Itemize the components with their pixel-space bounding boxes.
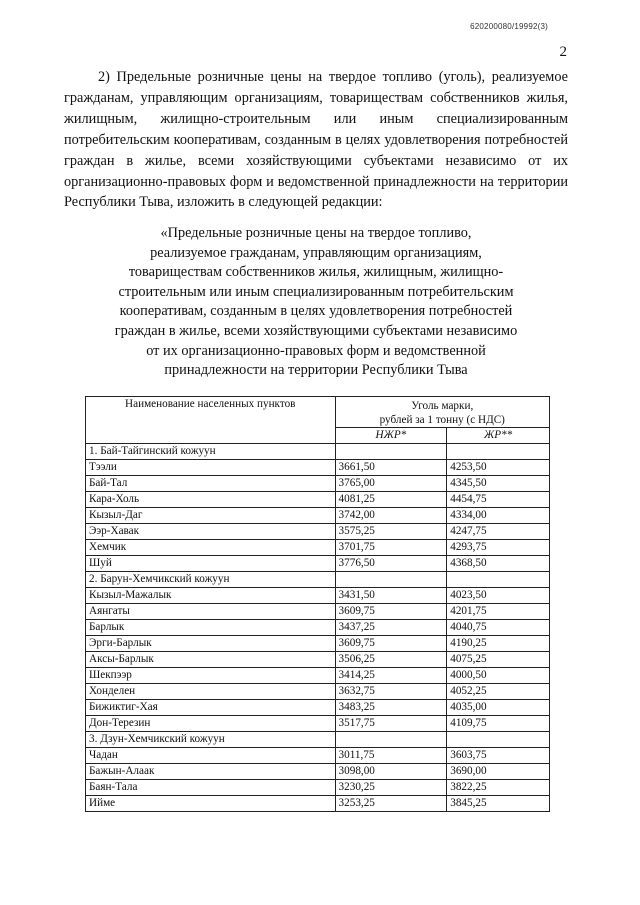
price-jr: 3690,00 [447,764,550,780]
empty-cell [447,444,550,460]
settlement-name: Кара-Холь [86,492,336,508]
price-njr: 3011,75 [335,748,447,764]
price-njr: 3575,25 [335,524,447,540]
price-njr: 3765,00 [335,476,447,492]
district-name: 1. Бай-Тайгинский кожуун [86,444,336,460]
document-id: 620200080/19992(3) [470,22,548,31]
district-row [86,732,550,748]
price-njr: 3230,25 [335,780,447,796]
price-jr: 3603,75 [447,748,550,764]
price-jr: 4052,25 [447,684,550,700]
header-coal-grade-line2: рублей за 1 тонну (с НДС) [379,414,505,426]
district-name: 2. Барун-Хемчикский кожуун [86,572,336,588]
price-jr: 3822,25 [447,780,550,796]
table-row [86,492,550,508]
table-row [86,540,550,556]
header-jr: ЖР** [447,428,550,444]
amendment-paragraph: 2) Предельные розничные цены на твердое топливо (уголь), реализуемое гражданам, управляющим организациям, товариществам собственников жилья, жилищным, жилищно-строительным или иным специализированным потребительским кооперативам, созданным в целях удовлетворения потребностей граждан в жилье, всеми хозяйствующими субъектами независимо от их организационно-правовых форм и ведомственной принадлежности на территории Республики Тыва, изложить в следующей редакции: [64,69,568,211]
price-njr: 3661,50 [335,460,447,476]
settlement-name: Бажын-Алаак [86,764,336,780]
price-njr: 3253,25 [335,796,447,812]
price-jr: 4023,50 [447,588,550,604]
price-njr: 3701,75 [335,540,447,556]
quote-line: граждан в жилье, всеми хозяйствующими субъектами независимо [114,322,518,339]
quote-line: от их организационно-правовых форм и ведомственной [146,342,486,359]
quoted-title [64,224,568,381]
settlement-name: Эрги-Барлык [86,636,336,652]
price-njr: 3506,25 [335,652,447,668]
quote-line: строительным или иным специализированным потребительским [118,283,514,300]
price-jr: 4345,50 [447,476,550,492]
district-row [86,572,550,588]
settlement-name: Тээли [86,460,336,476]
empty-cell [335,732,447,748]
price-njr: 4081,25 [335,492,447,508]
quote-line: «Предельные розничные цены на твердое топливо, [160,225,472,241]
settlement-name: Хемчик [86,540,336,556]
price-njr: 3483,25 [335,700,447,716]
settlement-name: Хонделен [86,684,336,700]
settlement-name: Чадан [86,748,336,764]
table-row [86,748,550,764]
price-njr: 3742,00 [335,508,447,524]
table-row [86,684,550,700]
table-row [86,476,550,492]
table-row [86,700,550,716]
district-row [86,444,550,460]
price-jr: 4109,75 [447,716,550,732]
quote-line: принадлежности на территории Республики Тыва [164,362,468,379]
price-jr: 4247,75 [447,524,550,540]
table-row [86,716,550,732]
table-row [86,780,550,796]
quote-line: товариществам собственников жилья, жилищным, жилищно- [128,264,504,281]
settlement-name: Баян-Тала [86,780,336,796]
price-jr: 4040,75 [447,620,550,636]
settlement-name: Кызыл-Мажалык [86,588,336,604]
quote-line: кооперативам, созданным в целях удовлетворения потребностей [119,303,513,320]
header-coal-grade-line1: Уголь марки, [411,400,474,412]
price-jr: 4190,25 [447,636,550,652]
settlement-name: Бижиктиг-Хая [86,700,336,716]
table-row [86,636,550,652]
header-njr: НЖР* [335,428,447,444]
price-njr: 3632,75 [335,684,447,700]
table-row [86,460,550,476]
settlement-name: Ийме [86,796,336,812]
price-jr: 4334,00 [447,508,550,524]
empty-cell [335,572,447,588]
table-row [86,764,550,780]
price-njr: 3414,25 [335,668,447,684]
table-row [86,620,550,636]
price-njr: 3517,75 [335,716,447,732]
price-njr: 3609,75 [335,636,447,652]
price-jr: 4201,75 [447,604,550,620]
price-jr: 4000,50 [447,668,550,684]
table-row [86,588,550,604]
price-jr: 4253,50 [447,460,550,476]
header-coal-grade [335,397,549,428]
price-njr: 3776,50 [335,556,447,572]
settlement-name: Ээр-Хавак [86,524,336,540]
header-settlement-name: Наименование населенных пунктов [86,397,336,444]
table-row [86,508,550,524]
settlement-name: Аксы-Барлык [86,652,336,668]
price-jr: 4454,75 [447,492,550,508]
settlement-name: Шекпээр [86,668,336,684]
settlement-name: Бай-Тал [86,476,336,492]
table-row [86,668,550,684]
table-row [86,652,550,668]
empty-cell [447,732,550,748]
settlement-name: Кызыл-Даг [86,508,336,524]
settlement-name: Барлык [86,620,336,636]
price-jr: 4368,50 [447,556,550,572]
empty-cell [447,572,550,588]
table-row [86,524,550,540]
settlement-name: Аянгаты [86,604,336,620]
price-jr: 4293,75 [447,540,550,556]
district-name: 3. Дзун-Хемчикский кожуун [86,732,336,748]
quote-line: реализуемое гражданам, управляющим организациям, [150,244,482,261]
price-njr: 3098,00 [335,764,447,780]
settlement-name: Шуй [86,556,336,572]
price-jr: 4035,00 [447,700,550,716]
price-njr: 3431,50 [335,588,447,604]
price-njr: 3437,25 [335,620,447,636]
table-row [86,556,550,572]
page-number: 2 [559,44,567,60]
empty-cell [335,444,447,460]
table-row [86,604,550,620]
price-njr: 3609,75 [335,604,447,620]
settlement-name: Дон-Терезин [86,716,336,732]
price-jr: 3845,25 [447,796,550,812]
price-jr: 4075,25 [447,652,550,668]
table-row [86,796,550,812]
price-table [85,396,550,812]
